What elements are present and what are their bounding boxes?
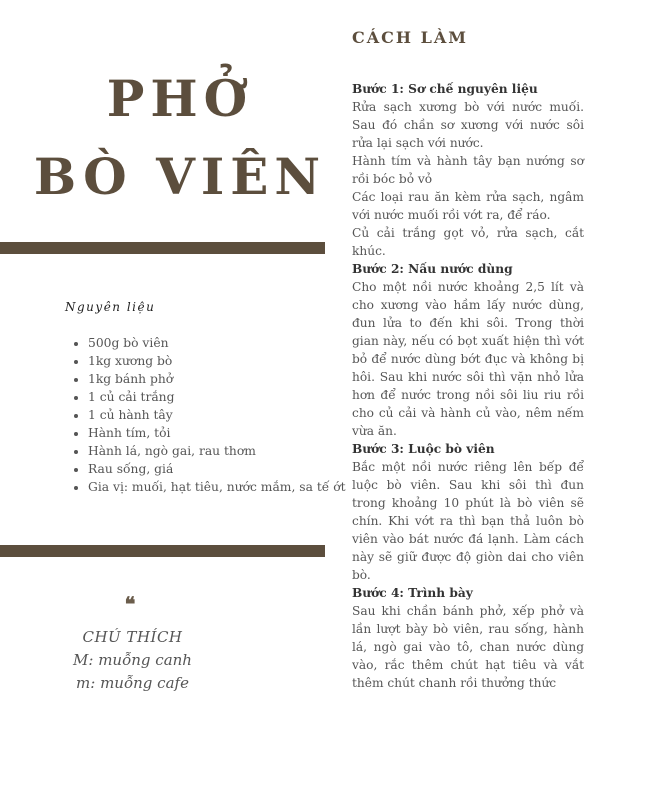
step-text: Bắc một nồi nước riêng lên bếp để luộc bò viên. Sau khi sôi thì đun trong khoảng 10 phút là bò viên sẽ chín. Khi vớt ra thì bạn thả luôn bò viên vào bát nước đá lạnh. Làm cách này sẽ giữ được độ giòn dai cho viên bò.: [352, 460, 584, 582]
ingredient-item: • Gia vị: muối, hạt tiêu, nước mắm, sa tế ớt: [88, 478, 346, 496]
step-text: Rửa sạch xương bò với nước muối. Sau đó chần sơ xương với nước sôi rửa lại sạch với nước.: [352, 100, 584, 150]
step-text: Củ cải trắng gọt vỏ, rửa sạch, cắt khúc.: [352, 226, 584, 258]
note-line: m: muỗng cafe: [76, 674, 189, 692]
ingredient-item: • 500g bò viên: [88, 334, 346, 352]
step-2: [352, 260, 584, 440]
step-text: Sau khi chần bánh phở, xếp phở và lần lượt bày bò viên, rau sống, hành lá, ngò gai vào tô, chan nước dùng vào, rắc thêm chút hạt tiêu và vắt thêm chút chanh rồi thưởng thức: [352, 604, 584, 690]
ingredient-item: • Rau sống, giá: [88, 460, 346, 478]
step-heading: Bước 3: Luộc bò viên: [352, 442, 495, 456]
ingredient-item: • 1kg xương bò: [88, 352, 346, 370]
note-line: M: muỗng canh: [73, 651, 192, 669]
ingredient-item: • 1 củ hành tây: [88, 406, 346, 424]
step-text: Các loại rau ăn kèm rửa sạch, ngâm với nước muối rồi vớt ra, để ráo.: [352, 190, 584, 222]
step-text: Cho một nồi nước khoảng 2,5 lít và cho xương vào hầm lấy nước dùng, đun lửa to đến khi sôi. Trong thời gian này, nếu có bọt xuất hiện thì vớt bỏ để nước dùng bớt đục và không bị hôi. Sau khi nước sôi thì vặn nhỏ lửa hơn để nước trong nồi sôi liu riu rồi cho củ cải và hành củ vào, nêm nếm vừa ăn.: [352, 280, 584, 438]
ingredient-item: • Hành tím, tỏi: [88, 424, 346, 442]
step-1: [352, 80, 584, 260]
ingredient-item: • 1kg bánh phở: [88, 370, 346, 388]
step-heading: Bước 1: Sơ chế nguyên liệu: [352, 82, 538, 96]
ingredients-list: [72, 334, 346, 496]
page-title-line-1: PHỞ: [106, 69, 254, 128]
step-4: [352, 584, 584, 692]
notes-heading: CHÚ THÍCH: [82, 628, 183, 646]
divider-bar-bottom: [0, 545, 325, 557]
method-title: CÁCH LÀM: [352, 28, 468, 47]
divider-bar-top: [0, 242, 325, 254]
page-title-line-2: BÒ VIÊN: [33, 147, 327, 206]
ingredients-heading: Nguyên liệu: [65, 300, 156, 314]
step-heading: Bước 4: Trình bày: [352, 586, 473, 600]
ingredient-item: • 1 củ cải trắng: [88, 388, 346, 406]
step-3: [352, 440, 584, 584]
step-text: Hành tím và hành tây bạn nướng sơ rồi bóc bỏ vỏ: [352, 154, 584, 186]
quote-icon: ❝: [124, 592, 136, 616]
step-heading: Bước 2: Nấu nước dùng: [352, 262, 513, 276]
ingredient-item: • Hành lá, ngò gai, rau thơm: [88, 442, 346, 460]
